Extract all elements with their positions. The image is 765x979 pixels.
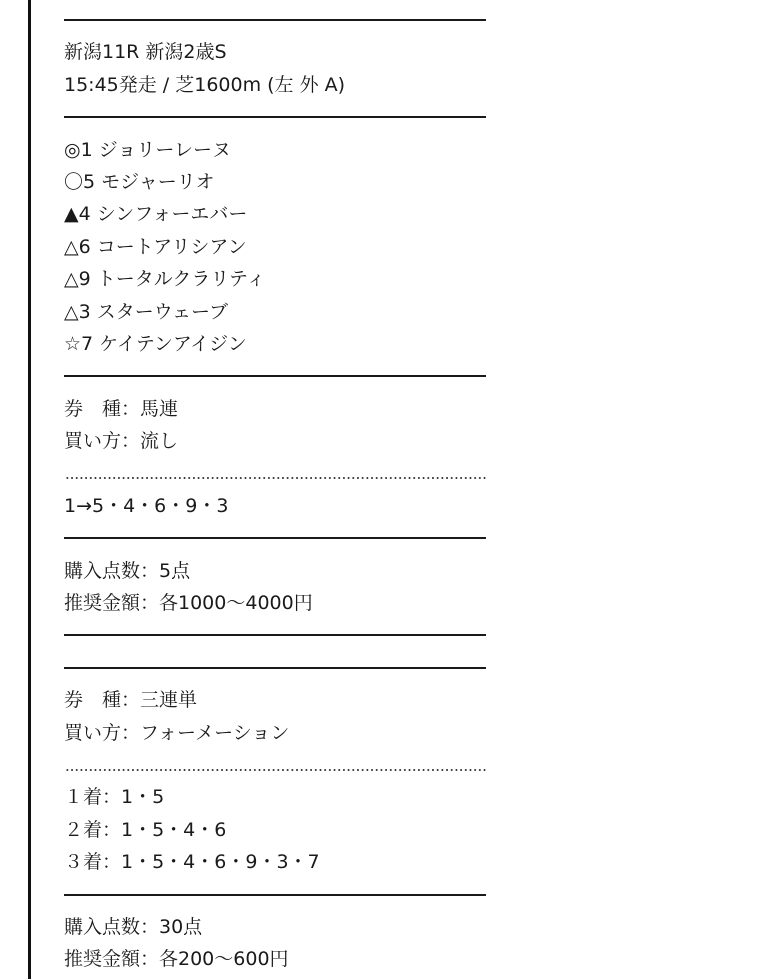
prediction-item: ◎1 ジョリーレーヌ: [64, 138, 231, 161]
formation-third: ３着：1・5・4・6・9・3・7: [64, 851, 320, 874]
divider-line: [64, 101, 488, 133]
divider-line: [64, 522, 488, 554]
bet-method: 買い方：流し: [64, 430, 179, 453]
dotted-divider: [64, 749, 488, 781]
prediction-item: △3 スターウェーブ: [64, 300, 229, 323]
bet-method: 買い方：フォーメーション: [64, 721, 290, 744]
bet-type: 券 種：三連単: [64, 689, 198, 712]
bet-amount: 推奨金額：各200～600円: [64, 948, 289, 971]
prediction-item: △6 コートアリシアン: [64, 235, 247, 258]
left-border-line: [28, 0, 31, 979]
prediction-item: ☆7 ケイテンアイジン: [64, 332, 247, 355]
divider-line: [64, 360, 488, 392]
prediction-item: △9 トータルクラリティ: [64, 268, 266, 291]
race-info: 15:45発走 / 芝1600m (左 外 A): [64, 73, 346, 96]
bet-points: 購入点数：30点: [64, 915, 203, 938]
prediction-item: 〇5 モジャーリオ: [64, 170, 215, 193]
race-prediction-block: [64, 4, 488, 976]
divider-line: [64, 4, 488, 36]
bet-combination: 1→5・4・6・9・3: [64, 494, 229, 517]
prediction-item: ▲4 シンフォーエバー: [64, 203, 248, 226]
formation-second: ２着：1・5・4・6: [64, 818, 227, 841]
bet-points: 購入点数：5点: [64, 559, 191, 582]
race-title: 新潟11R 新潟2歳S: [64, 41, 227, 64]
formation-first: １着：1・5: [64, 786, 165, 809]
bet-amount: 推奨金額：各1000～4000円: [64, 592, 313, 615]
divider-line: [64, 879, 488, 911]
dotted-divider: [64, 457, 488, 489]
divider-line: [64, 652, 488, 684]
divider-line: [64, 619, 488, 651]
bet-type: 券 種：馬連: [64, 397, 179, 420]
